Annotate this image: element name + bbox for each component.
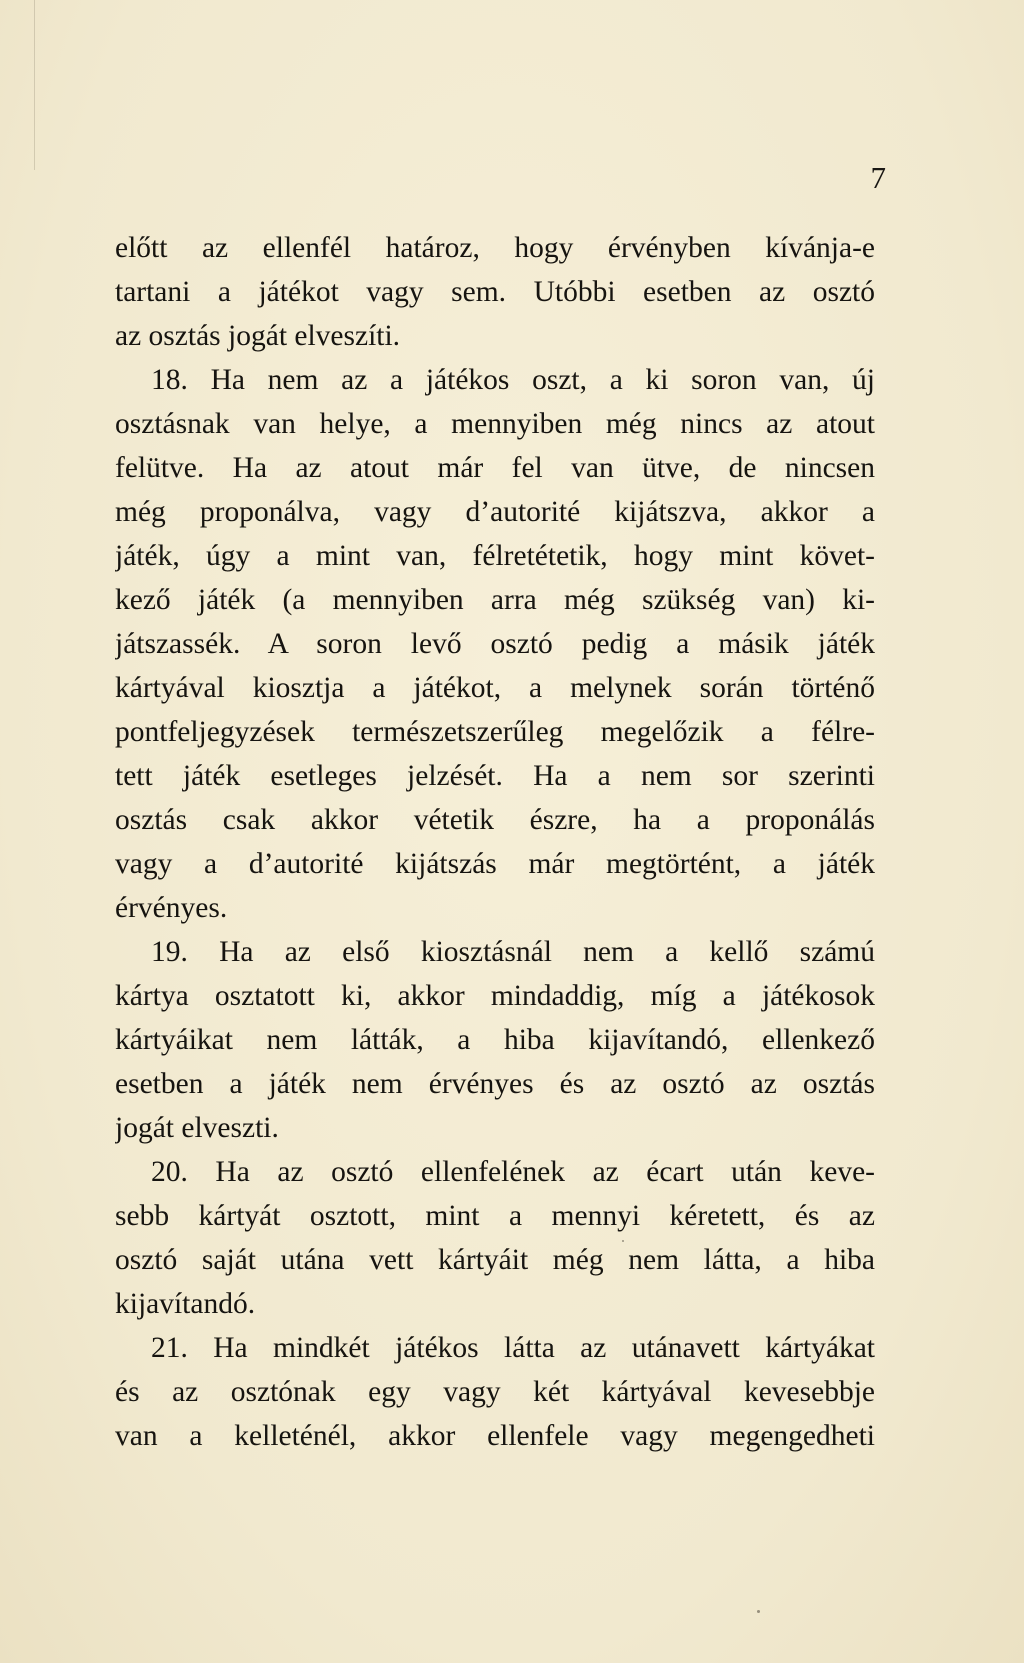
text-line: az osztás jogát elveszíti. [115,320,401,352]
text-line: pontfeljegyzések természetszerűleg megelőzik a félre- [115,716,875,748]
text-line: játék, úgy a mint van, félretétetik, hogy mint követ- [115,540,875,572]
body-text [115,226,875,1458]
text-line: osztásnak van helye, a mennyiben még nincs az atout [115,408,875,440]
text-line: és az osztónak egy vagy két kártyával kevesebbje [115,1376,875,1408]
text-line: még proponálva, vagy d’autorité kijátszva, akkor a [115,496,875,528]
text-line: sebb kártyát osztott, mint a mennyi kéretett, és az [115,1200,875,1232]
text-line: 20. Ha az osztó ellenfelének az écart után keve- [151,1156,875,1188]
text-line: játszassék. A soron levő osztó pedig a másik játék [115,628,875,660]
text-line: tartani a játékot vagy sem. Utóbbi esetben az osztó [115,276,875,308]
text-line: jogát elveszti. [115,1112,279,1144]
text-line: kező játék (a mennyiben arra még szükség van) ki- [115,584,875,616]
text-line: kártya osztatott ki, akkor mindaddig, míg a játékosok [115,980,875,1012]
text-line: kártyáikat nem látták, a hiba kijavítandó, ellenkező [115,1024,875,1056]
text-line: felütve. Ha az atout már fel van ütve, de nincsen [115,452,875,484]
text-line: esetben a játék nem érvényes és az osztó az osztás [115,1068,875,1100]
page-edge-shadow [0,0,35,170]
text-line: tett játék esetleges jelzését. Ha a nem sor szerinti [115,760,875,792]
text-line: kártyával kiosztja a játékot, a melynek során történő [115,672,875,704]
text-line: 18. Ha nem az a játékos oszt, a ki soron van, új [151,364,875,396]
text-line: vagy a d’autorité kijátszás már megtörtént, a játék [115,848,875,880]
text-line: osztás csak akkor vétetik észre, ha a proponálás [115,804,875,836]
text-line: osztó saját utána vett kártyáit még nem látta, a hiba [115,1244,875,1276]
text-line: érvényes. [115,892,228,924]
text-line: van a kelleténél, akkor ellenfele vagy megengedheti [115,1420,875,1452]
paper-speck [622,1240,624,1242]
text-line: előtt az ellenfél határoz, hogy érvényben kívánja-e [115,232,875,264]
text-line: 19. Ha az első kiosztásnál nem a kellő számú [151,936,875,968]
paper-speck [757,1610,760,1613]
page-number: 7 [870,160,886,195]
text-line: 21. Ha mindkét játékos látta az utánavett kártyákat [151,1332,875,1364]
text-line: kijavítandó. [115,1288,256,1320]
